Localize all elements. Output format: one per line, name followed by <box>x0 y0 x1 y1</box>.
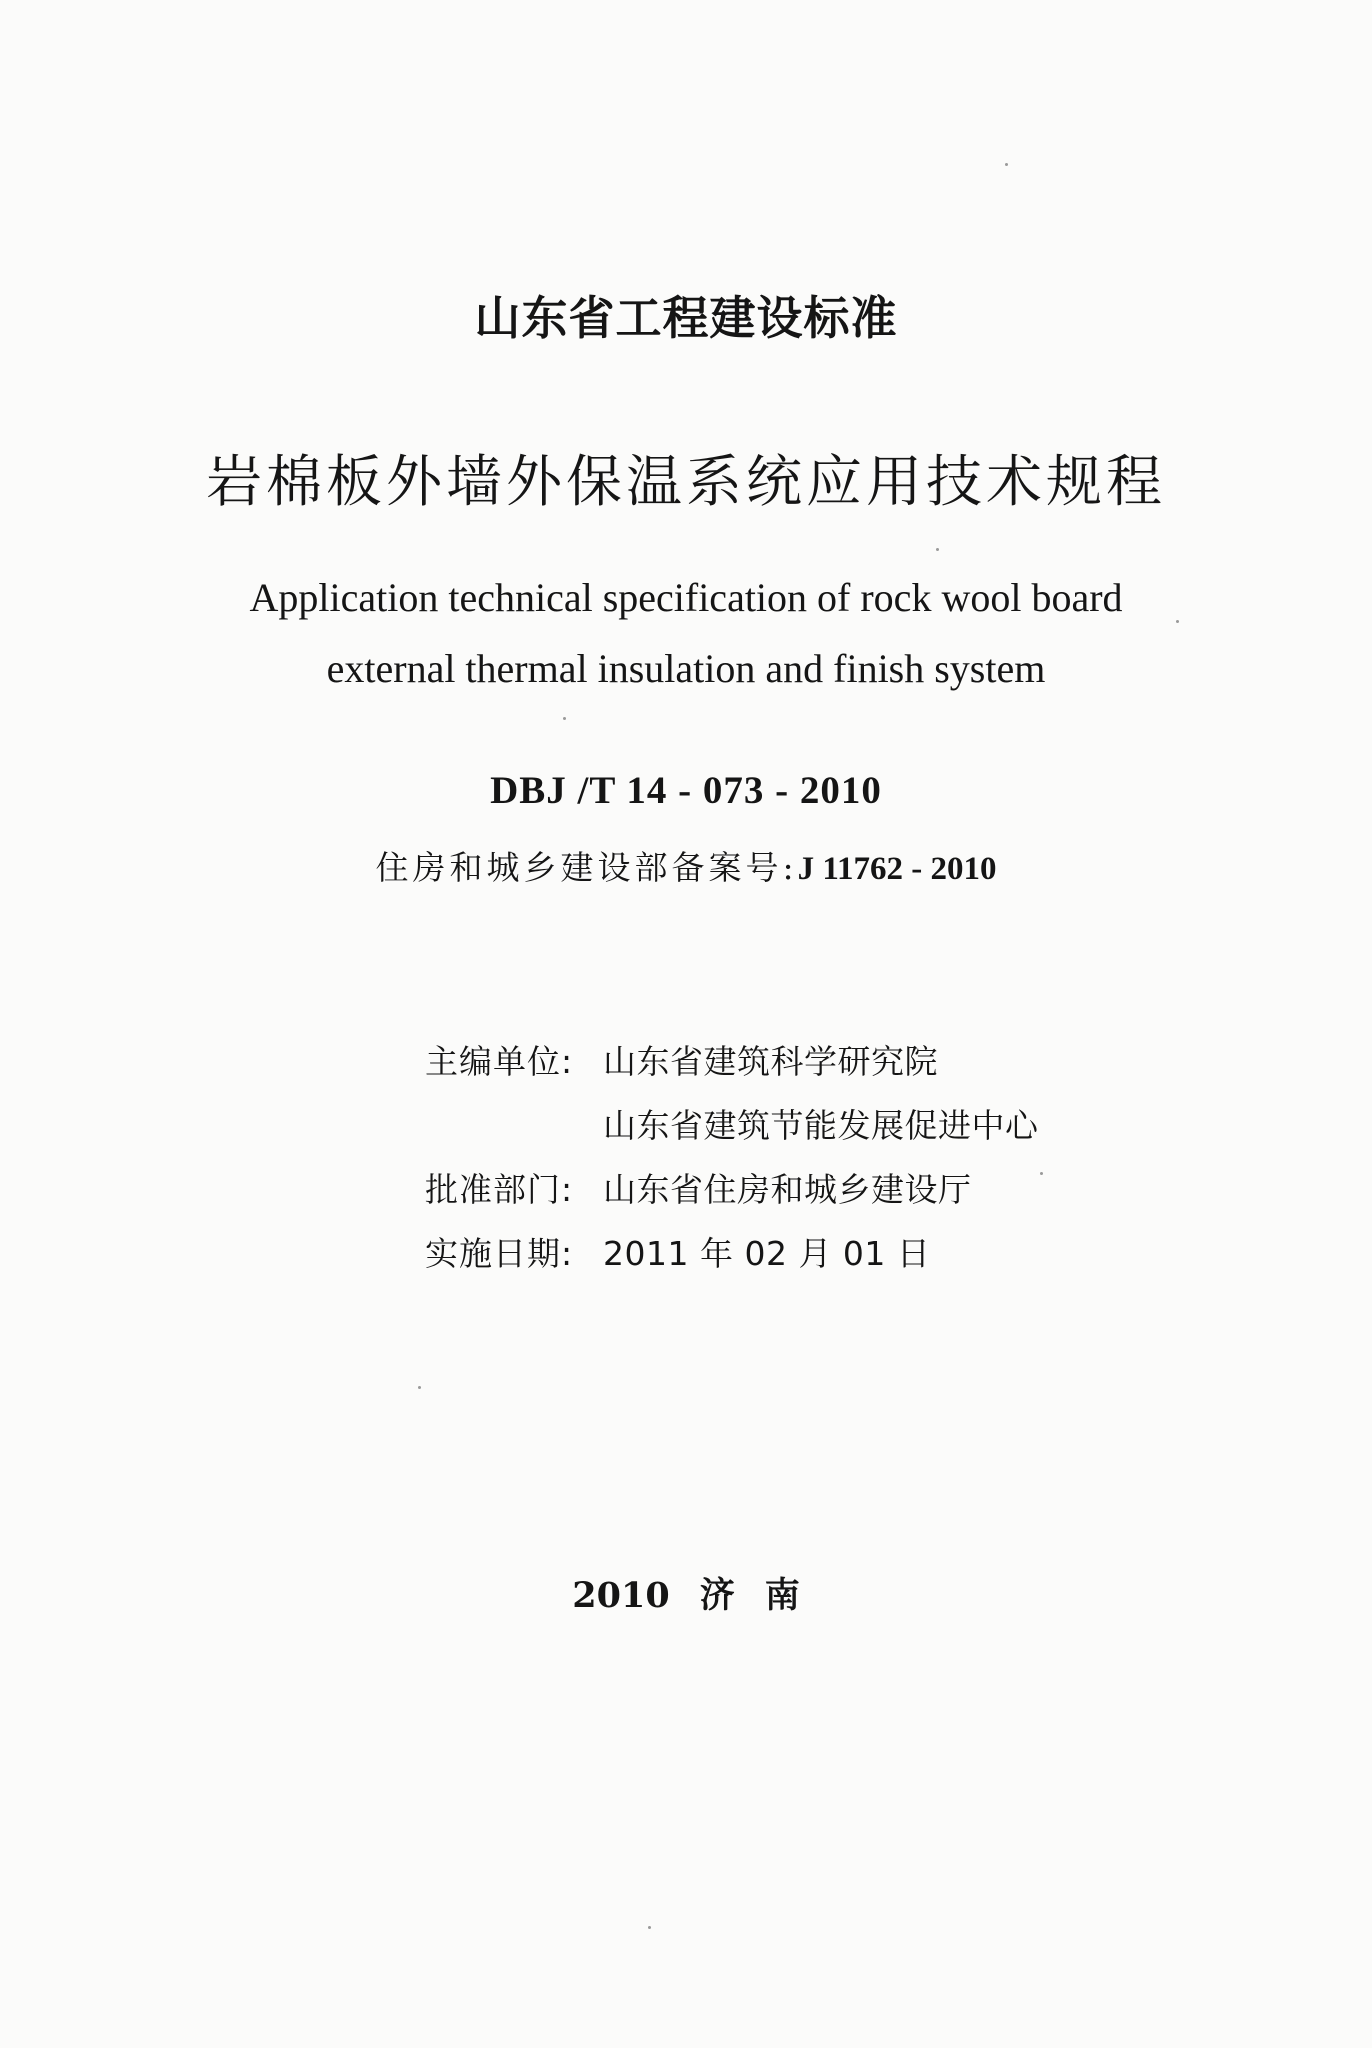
info-value-editor-1: 山东省建筑科学研究院 <box>603 1042 938 1081</box>
info-label-approver: 批准部门: <box>425 1170 574 1209</box>
series-heading: 山东省工程建设标准 <box>474 291 898 345</box>
scan-speck <box>648 1926 651 1929</box>
publication-footer <box>0 1568 1372 1618</box>
scan-speck <box>418 1386 421 1389</box>
title-english-line-1: Application technical specification of rock wool board <box>249 575 1123 620</box>
title-chinese: 岩棉板外墙外保温系统应用技术规程 <box>206 450 1166 515</box>
record-number-value: J 11762 - 2010 <box>797 851 997 887</box>
info-block <box>425 1030 1039 1286</box>
info-label-effective-date: 实施日期: <box>425 1234 574 1273</box>
info-value-editor-2: 山东省建筑节能发展促进中心 <box>603 1106 1039 1145</box>
info-label-spacer <box>425 1094 603 1158</box>
scan-speck <box>563 717 566 720</box>
info-value-approver: 山东省住房和城乡建设厅 <box>603 1170 972 1209</box>
record-number <box>0 842 1372 889</box>
info-row-editor <box>425 1030 1039 1094</box>
scan-speck <box>936 548 939 551</box>
title-english-line-2: external thermal insulation and finish system <box>326 646 1046 691</box>
scan-speck <box>1005 163 1008 166</box>
info-label-editor: 主编单位: <box>425 1042 574 1081</box>
info-value-effective-date: 2011 年 02 月 01 日 <box>603 1234 931 1273</box>
publication-city-char-2: 南 <box>764 1575 800 1616</box>
publication-city-char-1: 济 <box>699 1575 735 1616</box>
record-number-label: 住房和城乡建设部备案号: <box>375 848 798 887</box>
scan-speck <box>1176 620 1179 623</box>
info-row-editor-2 <box>425 1094 1039 1158</box>
standard-code: DBJ /T 14 - 073 - 2010 <box>490 769 882 812</box>
scan-speck <box>1040 1172 1043 1175</box>
info-row-approver <box>425 1158 1039 1222</box>
info-row-effective-date <box>425 1222 1039 1286</box>
publication-year: 2010 <box>572 1575 670 1616</box>
